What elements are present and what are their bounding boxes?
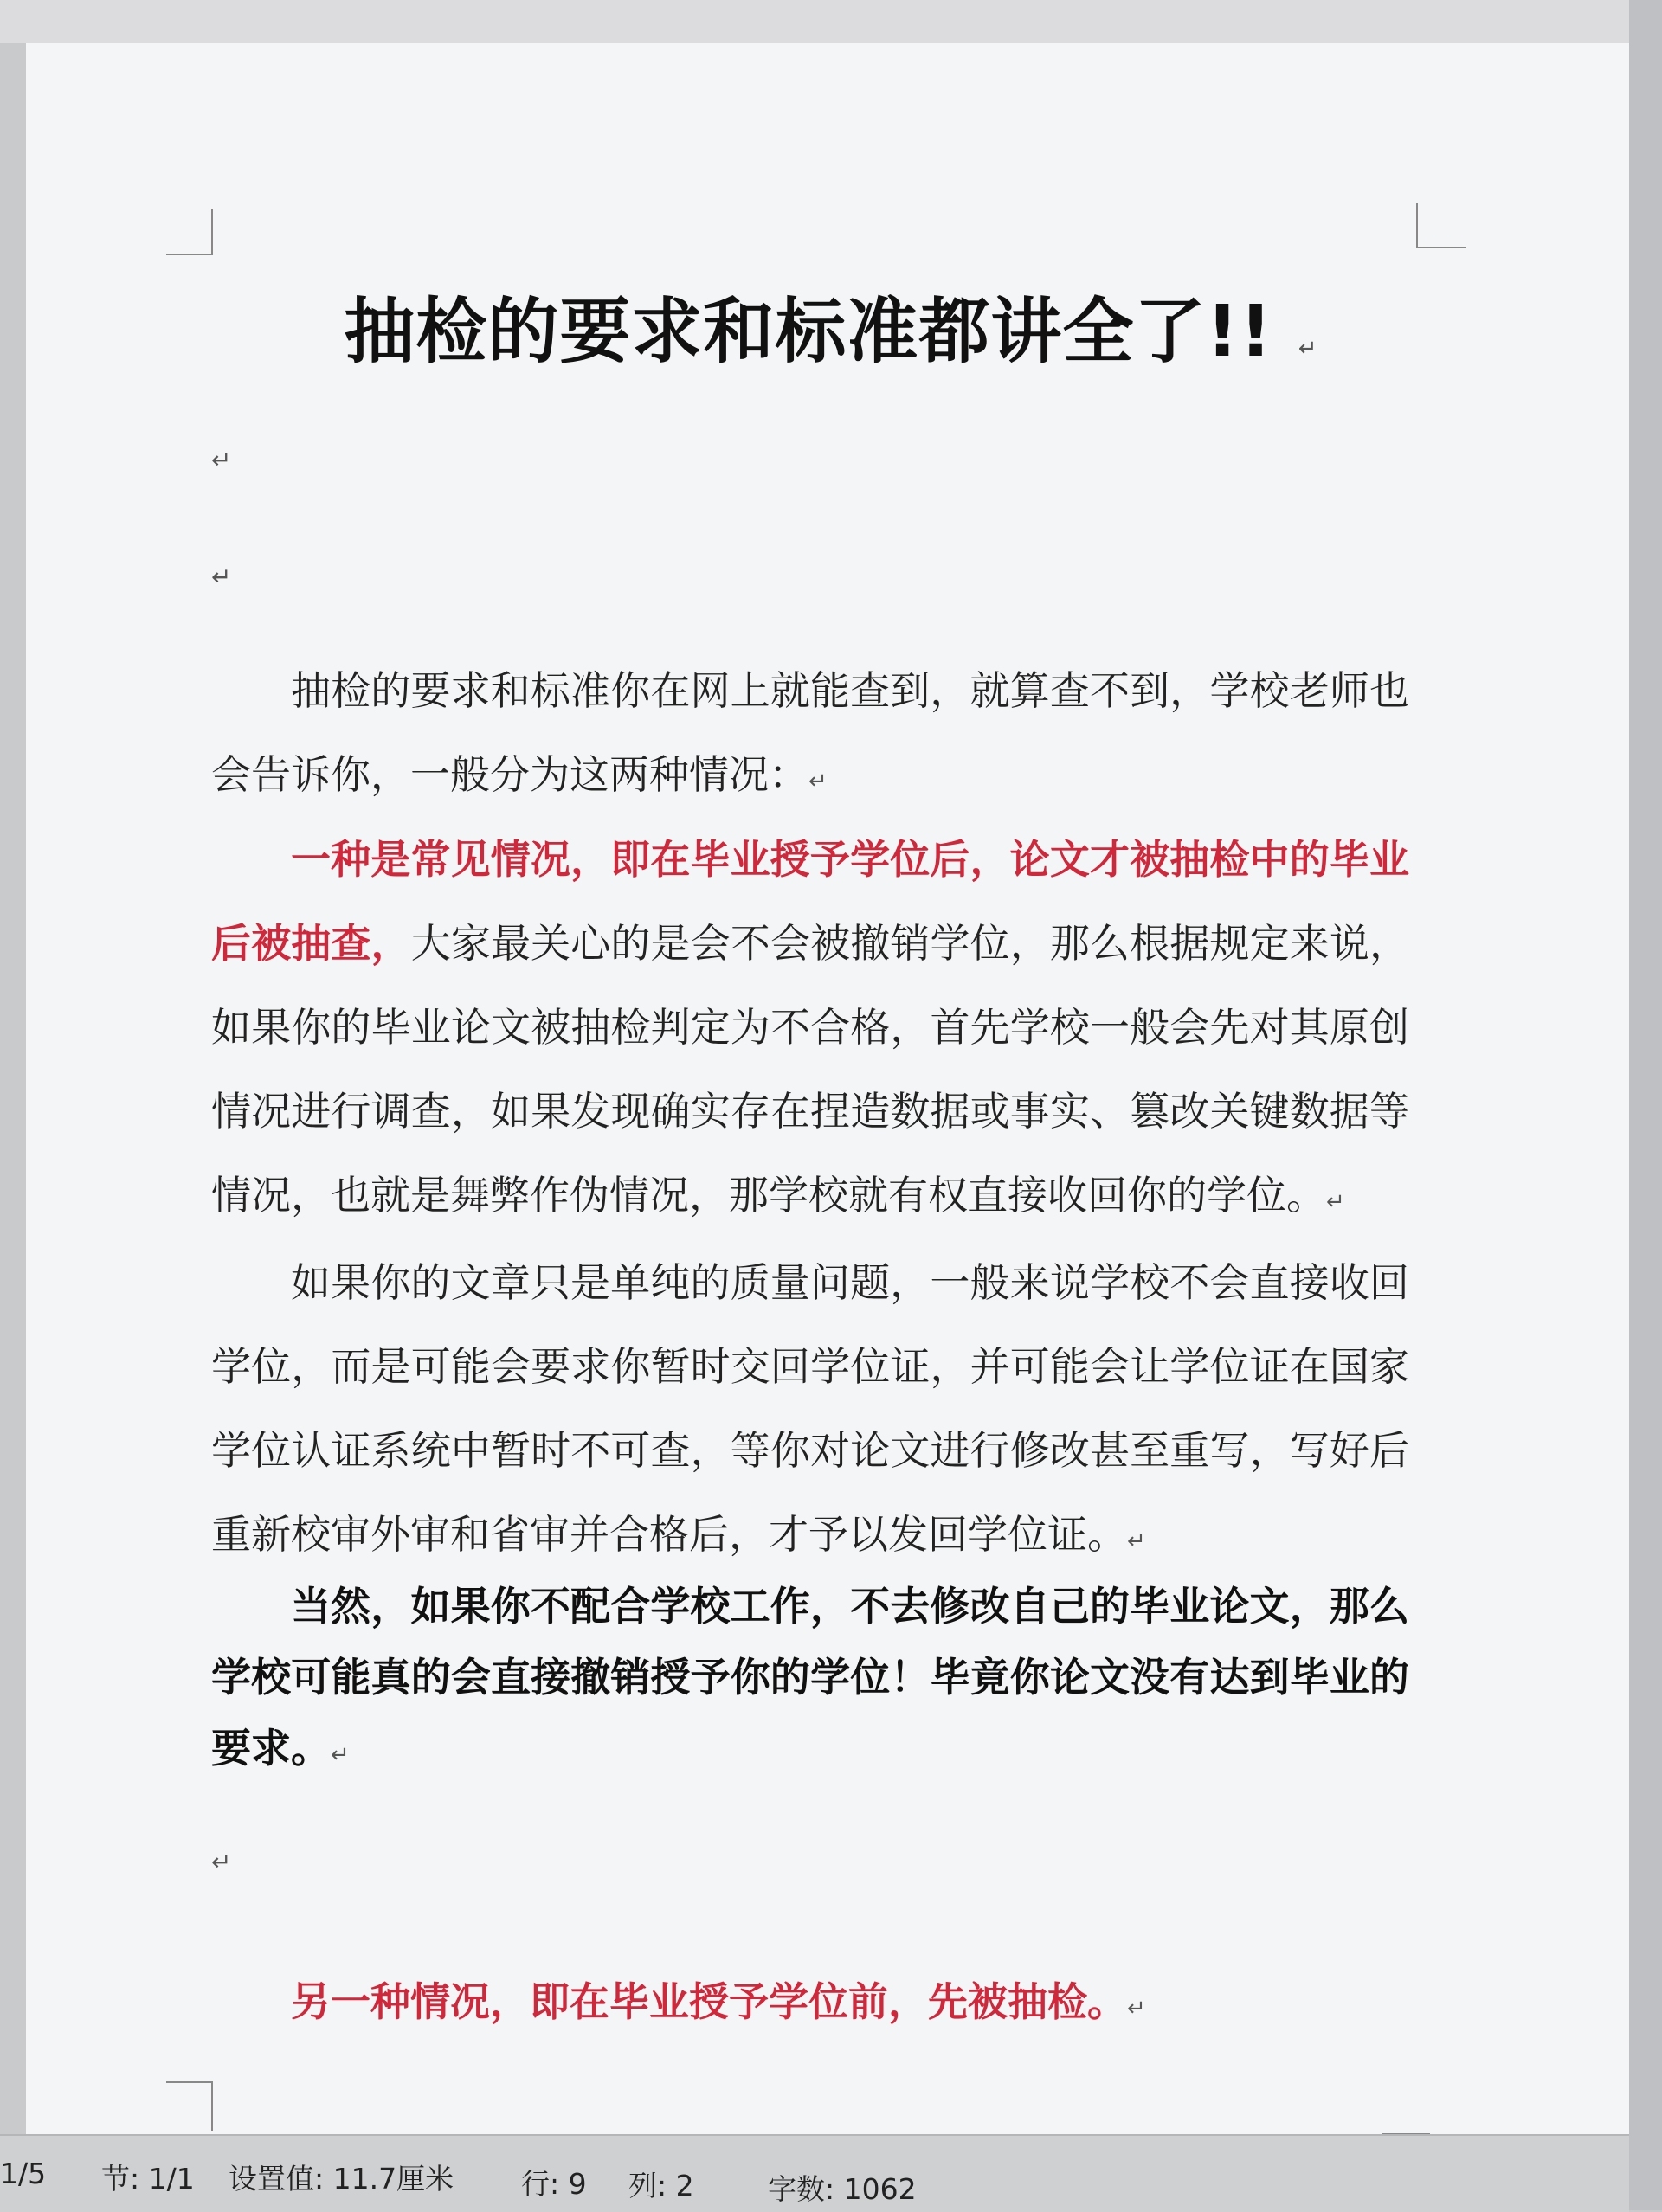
highlighted-text: 后被抽查， <box>211 920 411 967</box>
status-position[interactable]: 设置值: 11.7厘米 <box>229 2162 454 2196</box>
status-word-count[interactable]: 字数: 1062 <box>768 2172 917 2206</box>
text-line <box>211 1960 1409 2044</box>
margin-corner-top-right <box>1416 203 1466 248</box>
text-line <box>211 1713 1409 1784</box>
margin-corner-top-left <box>166 209 213 255</box>
text-line: 学位认证系统中暂时不可查，等你对论文进行修改甚至重写，写好后 <box>211 1427 1409 1474</box>
paragraph-intro[interactable] <box>211 649 1409 817</box>
window-top-edge <box>0 0 1662 43</box>
paragraph-warning[interactable] <box>211 1571 1409 1784</box>
text-line: 学位，而是可能会要求你暂时交回学位证，并可能会让学位证在国家 <box>211 1343 1409 1390</box>
status-column[interactable]: 列: 2 <box>628 2169 694 2202</box>
status-bar <box>0 2134 1629 2212</box>
text-line <box>211 733 1409 817</box>
paragraph-case-two[interactable] <box>211 1960 1409 2044</box>
text-line: 如果你的文章只是单纯的质量问题，一般来说学校不会直接收回 <box>291 1259 1409 1306</box>
status-section[interactable]: 节: 1/1 <box>101 2162 195 2196</box>
text-line: 如果你的毕业论文被抽检判定为不合格，首先学校一般会先对其原创 <box>211 1004 1409 1051</box>
highlighted-text: 另一种情况，即在毕业授予学位前，先被抽检。 <box>291 1978 1127 2025</box>
paragraph-mark-icon: ↵ <box>331 1742 350 1768</box>
paragraph-quality-issue[interactable] <box>211 1241 1409 1577</box>
paragraph-case-one[interactable] <box>211 818 1409 1238</box>
text-line: 抽检的要求和标准你在网上就能查到，就算查不到，学校老师也 <box>291 667 1409 714</box>
paragraph-mark-icon: ↵ <box>211 446 232 474</box>
text-line <box>211 1154 1409 1238</box>
paragraph-mark-icon: ↵ <box>1326 1189 1345 1215</box>
paragraph-mark-icon: ↵ <box>1298 336 1318 362</box>
title-text: 抽检的要求和标准都讲全了!! <box>344 291 1273 373</box>
text-line <box>211 818 1409 902</box>
text-line: 情况进行调查，如果发现确实存在捏造数据或事实、篡改关键数据等 <box>211 1088 1409 1135</box>
text-line: 当然，如果你不配合学校工作，不去修改自己的毕业论文，那么 <box>291 1583 1409 1630</box>
highlighted-text: 一种是常见情况，即在毕业授予学位后，论文才被抽检中的毕业 <box>291 836 1409 883</box>
paragraph-mark-icon: ↵ <box>1127 1996 1146 2022</box>
paragraph-mark-icon: ↵ <box>1127 1528 1146 1554</box>
status-page[interactable]: 1/5 <box>0 2157 47 2190</box>
paragraph-mark-icon: ↵ <box>211 1848 232 1876</box>
paragraph-mark-icon: ↵ <box>808 768 828 794</box>
margin-corner-bottom-left <box>166 2081 213 2131</box>
text-run: 会告诉你，一般分为这两种情况： <box>211 751 808 798</box>
text-run: 大家最关心的是会不会被撤销学位，那么根据规定来说， <box>410 920 1410 967</box>
text-run: 要求。 <box>211 1725 331 1772</box>
text-line <box>211 1493 1409 1577</box>
text-run: 重新校审外审和省审并合格后，才予以发回学位证。 <box>211 1511 1127 1558</box>
document-title[interactable] <box>0 275 1662 376</box>
paragraph-mark-icon: ↵ <box>211 563 232 591</box>
text-line: 学校可能真的会直接撤销授予你的学位！毕竟你论文没有达到毕业的 <box>211 1654 1409 1701</box>
text-run: 情况，也就是舞弊作伪情况，那学校就有权直接收回你的学位。 <box>211 1172 1326 1219</box>
status-row[interactable]: 行: 9 <box>521 2167 587 2201</box>
text-line <box>211 902 1409 986</box>
